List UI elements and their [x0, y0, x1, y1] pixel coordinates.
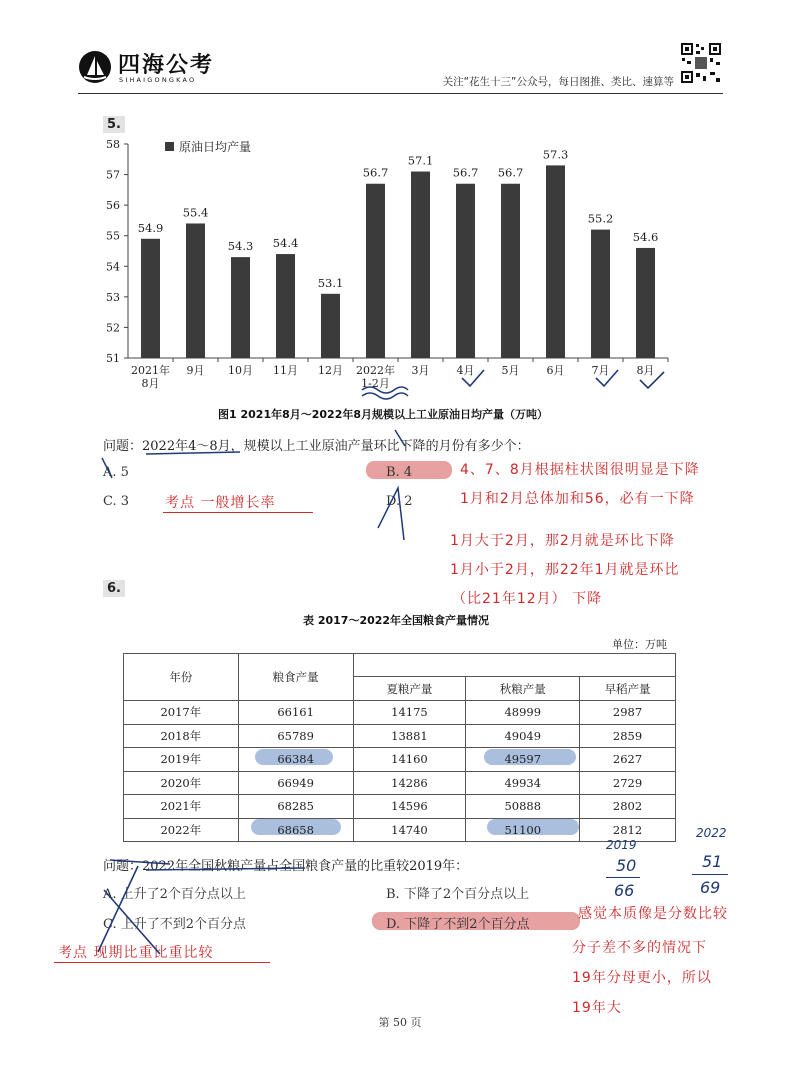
option-5b: B. 4	[386, 465, 413, 480]
col-header-group	[353, 654, 675, 677]
bar-value-label: 54.4	[272, 236, 299, 251]
option-6a: A. 上升了2个百分点以上	[103, 887, 246, 902]
page-number: 第 50 页	[378, 1016, 422, 1029]
y-tick-label: 51	[106, 352, 120, 365]
q5-topic-tag: 考点 一般增长率	[165, 495, 276, 511]
table-row: 2020年 66949 14286 49934 2729	[124, 771, 676, 795]
fraction-2022-denominator: 69	[700, 878, 721, 897]
table-row: 2022年 68658 14740 51100 2812	[124, 818, 676, 842]
question-5-text: 问题：2022年4～8月，规模以上工业原油产量环比下降的月份有多少个：	[103, 439, 530, 454]
bar-value-label: 57.1	[407, 153, 434, 168]
y-tick-label: 54	[106, 260, 120, 274]
q6-note-3: 19年分母更小，所以	[572, 970, 712, 986]
bar-value-label: 56.7	[497, 165, 524, 180]
q6-note-2: 分子差不多的情况下	[572, 940, 707, 956]
bar-value-label: 55.2	[587, 211, 614, 226]
bar-value-label: 56.7	[362, 165, 389, 180]
option-5a: A. 5	[103, 465, 129, 480]
header-note: 关注“花生十三”公众号，每日图推、类比、速算等	[442, 76, 674, 88]
option-6b: B. 下降了2个百分点以上	[386, 887, 530, 902]
question-6-text: 问题：2022年全国秋粮产量占全国粮食产量的比重较2019年：	[103, 859, 469, 874]
y-tick-label: 57	[106, 168, 120, 182]
q6-topic-tag: 考点 现期比重比重比较	[58, 945, 214, 961]
question-5-number: 5.	[103, 116, 125, 133]
x-tick-label: 10月	[228, 364, 253, 377]
q5-note-1: 4、7、8月根据柱状图很明显是下降	[460, 462, 700, 478]
x-tick-label: 5月	[501, 364, 520, 377]
bar-value-label: 56.7	[452, 165, 479, 180]
figure-1-caption: 图1 2021年8月～2022年8月规模以上工业原油日均产量（万吨）	[218, 408, 549, 421]
y-tick-label: 53	[106, 290, 120, 304]
q5-note-3: 1月大于2月，那2月就是环比下降	[450, 533, 675, 549]
y-tick-label: 56	[106, 199, 120, 213]
option-6d: D. 下降了不到2个百分点	[386, 917, 530, 932]
x-tick-label: 6月	[546, 364, 565, 377]
x-tick-label: 7月	[591, 364, 610, 377]
table-row: 2019年 66384 14160 49597 2627	[124, 748, 676, 772]
fraction-2022-label: 2022	[696, 826, 727, 840]
x-tick-label: 3月	[411, 364, 430, 377]
fraction-2019-label: 2019	[606, 838, 637, 852]
bar-value-label: 53.1	[317, 275, 344, 290]
x-tick-label: 4月	[456, 364, 475, 377]
x-tick-label: 2022年 1-2月	[356, 364, 395, 390]
q6-pen-marks	[0, 830, 800, 970]
y-tick-label: 58	[106, 138, 120, 151]
x-tick-label: 11月	[273, 364, 298, 377]
col-header-early-rice: 早稻产量	[580, 677, 676, 701]
x-tick-label: 2021年 8月	[131, 364, 170, 390]
x-tick-label: 12月	[318, 364, 343, 377]
logo-text: 四海公考	[118, 53, 215, 78]
q5-note-4: 1月小于2月，那22年1月就是环比	[450, 562, 680, 578]
table-caption: 表 2017～2022年全国粮食产量情况	[303, 614, 490, 627]
option-5d: D. 2	[386, 494, 413, 509]
legend-label: 原油日均产量	[179, 140, 252, 154]
q5-note-2: 1月和2月总体加和56，必有一下降	[460, 491, 695, 507]
grain-production-table	[123, 653, 676, 842]
col-header-year: 年份	[124, 654, 239, 701]
col-header-grain: 粮食产量	[238, 654, 353, 701]
fraction-2022-numerator: 51	[702, 852, 723, 871]
bar-value-label: 54.3	[227, 239, 254, 254]
bar-value-label: 55.4	[182, 205, 209, 220]
logo-subtext: SIHAIGONGKAO	[119, 76, 197, 84]
q6-note-4: 19年大	[572, 1000, 622, 1016]
y-tick-label: 52	[106, 321, 120, 335]
bar-value-label: 54.6	[632, 229, 659, 244]
q5-note-5: （比21年12月） 下降	[452, 591, 603, 607]
bar-value-label: 57.3	[542, 147, 569, 162]
x-tick-label: 9月	[186, 364, 205, 377]
fraction-2019-denominator: 66	[614, 881, 635, 900]
bar-value-label: 54.9	[137, 220, 164, 235]
table-row: 2021年 68285 14596 50888 2802	[124, 795, 676, 819]
question-6-number: 6.	[103, 580, 125, 597]
option-6c: C. 上升了不到2个百分点	[103, 917, 247, 932]
table-unit: 单位：万吨	[612, 638, 667, 651]
option-5c: C. 3	[103, 494, 130, 509]
table-row: 2018年 65789 13881 49049 2859	[124, 724, 676, 748]
x-tick-label: 8月	[636, 364, 655, 377]
q6-note-1: 感觉本质像是分数比较	[578, 906, 728, 922]
table-row: 2017年 66161 14175 48999 2987	[124, 701, 676, 725]
col-header-summer: 夏粮产量	[353, 677, 466, 701]
y-tick-label: 55	[106, 229, 120, 243]
col-header-autumn: 秋粮产量	[466, 677, 580, 701]
fraction-2019-numerator: 50	[616, 856, 637, 875]
